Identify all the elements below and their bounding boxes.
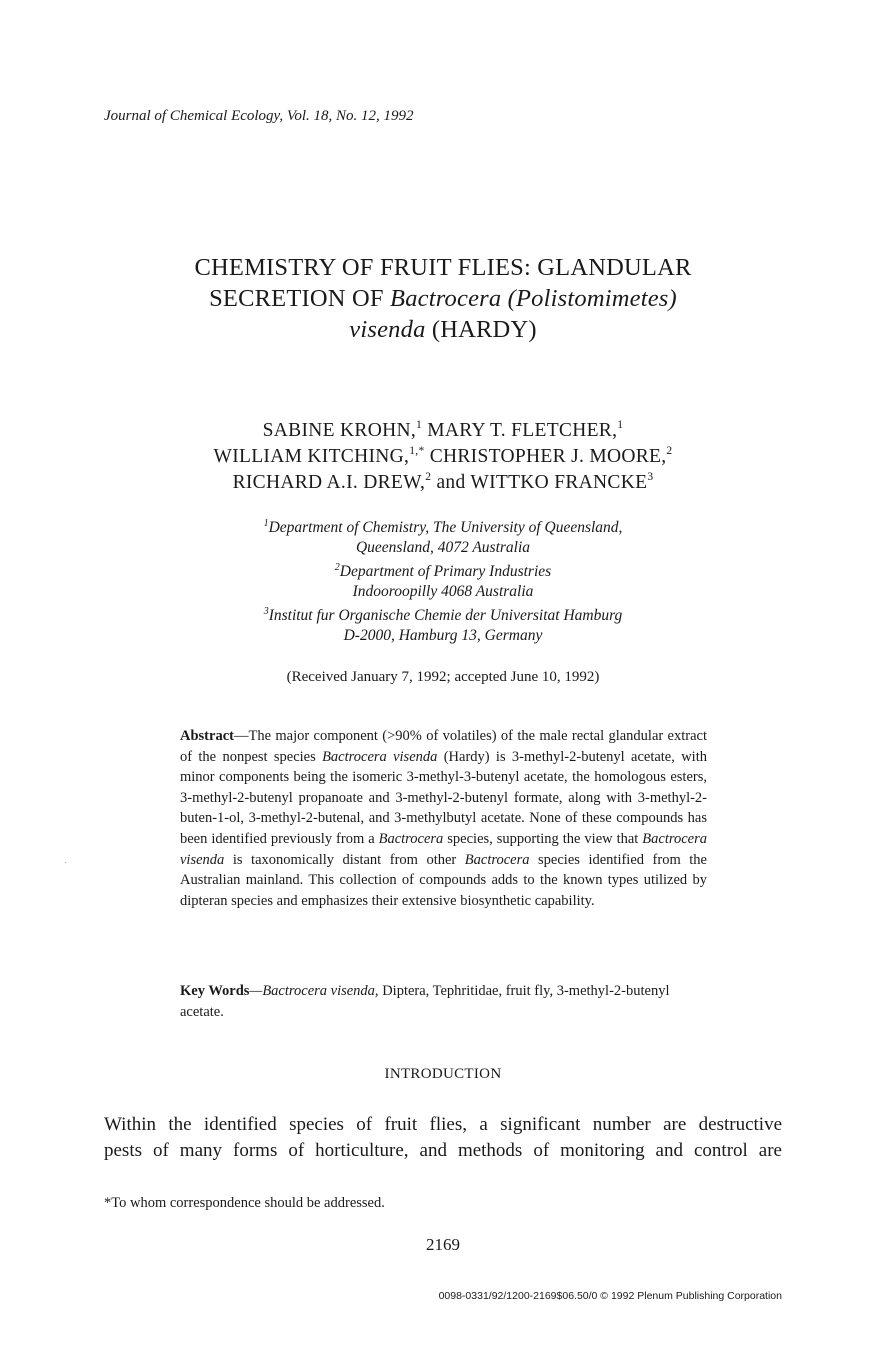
affiliation-2-text-1: Department of Primary Industries (339, 563, 552, 580)
author-drew: RICHARD A.I. DREW, (232, 472, 426, 493)
author-fletcher: MARY T. FLETCHER, (422, 420, 618, 441)
author-kitching: WILLIAM KITCHING, (213, 446, 410, 467)
author-kitching-affil: 1,* (409, 444, 425, 457)
abstract-genus-2: Bactrocera (464, 851, 530, 868)
abstract-species-1: Bactrocera visenda (322, 748, 438, 765)
affiliation-2 (0, 562, 886, 602)
author-krohn-affil: 1 (416, 418, 423, 431)
author-conjunction: and (431, 472, 471, 493)
affiliation-3-marker: 3 (263, 605, 269, 617)
affiliation-1-text-1: Department of Chemistry, The University of Queensland, (268, 519, 623, 536)
author-krohn: SABINE KROHN, (262, 420, 417, 441)
author-line-2 (0, 444, 886, 470)
page-number: 2169 (426, 1235, 460, 1254)
affiliation-3-line-2: D-2000, Hamburg 13, Germany (343, 627, 543, 644)
abstract-species-2: Bactrocera visenda (180, 830, 707, 868)
affiliations (0, 518, 886, 650)
received-dates: (Received January 7, 1992; accepted June 10, 1992) (286, 669, 600, 685)
author-fletcher-affil: 1 (617, 418, 624, 431)
author-line-3 (0, 470, 886, 496)
affiliation-1-line-1 (0, 518, 886, 538)
abstract-text-4: is taxonomically distant from other (224, 851, 465, 868)
introduction-line-2: pests of many forms of horticulture, and methods of monitoring and control are (104, 1140, 782, 1161)
abstract-genus-1: Bactrocera (378, 830, 444, 847)
title-line-2-species: Bactrocera (Polistomimetes) (390, 285, 677, 312)
introduction-heading: INTRODUCTION (384, 1066, 502, 1082)
abstract-text-2: (Hardy) is 3-methyl-2-butenyl acetate, with minor components being the isomeric 3-methyl-3-butenyl acetate, the homologous esters, 3-methyl-2-butenyl propanoate and 3-methyl-2-butenyl formate, along with 3-methyl-2-buten-1-ol, 3-methyl-2-butenal, and 3-methylbutyl acetate. None of these compounds has been identified previously from a (180, 748, 707, 847)
affiliation-3-text-1: Institut fur Organische Chemie der Universitat Hamburg (268, 607, 623, 624)
author-drew-affil: 2 (425, 470, 432, 483)
key-words-dash: — (249, 983, 263, 999)
abstract-text-3: species, supporting the view that (443, 830, 643, 847)
article-title (0, 252, 886, 345)
affiliation-1 (0, 518, 886, 558)
author-list (0, 418, 886, 496)
author-moore: CHRISTOPHER J. MOORE, (424, 446, 667, 467)
title-line-1: CHEMISTRY OF FRUIT FLIES: GLANDULAR (194, 254, 692, 281)
author-line-1 (0, 418, 886, 444)
author-francke-affil: 3 (647, 470, 654, 483)
affiliation-2-line-2: Indooroopilly 4068 Australia (352, 583, 534, 600)
key-words-species: Bactrocera visenda, (262, 983, 379, 999)
affiliation-3-line-1 (0, 606, 886, 626)
introduction-line-1: Within the identified species of fruit flies, a significant number are destructive (104, 1114, 782, 1135)
key-words (180, 981, 707, 1022)
affiliation-2-line-1 (0, 562, 886, 582)
correspondence-footnote: *To whom correspondence should be addressed. (104, 1195, 385, 1211)
title-line-2 (0, 283, 886, 314)
abstract-text-5: species identified from the Australian mainland. This collection of compounds adds to the known types utilized by dipteran species and emphasizes their extensive biosynthetic capability. (180, 851, 707, 909)
author-moore-affil: 2 (666, 444, 673, 457)
author-francke: WITTKO FRANCKE (470, 472, 648, 493)
affiliation-1-marker: 1 (263, 517, 269, 529)
copyright-line: 0098-0331/92/1200-2169$06.50/0 © 1992 Plenum Publishing Corporation (438, 1290, 782, 1302)
key-words-label: Key Words (180, 983, 250, 999)
affiliation-3 (0, 606, 886, 646)
title-line-3 (0, 314, 886, 345)
title-line-3-species: visenda (349, 316, 426, 343)
abstract (180, 726, 707, 911)
abstract-text-1: —The major component (>90% of volatiles) of the male rectal glandular extract of the nonpest species (180, 728, 707, 765)
affiliation-1-line-2: Queensland, 4072 Australia (355, 539, 531, 556)
title-line-3-suffix: (HARDY) (425, 316, 537, 343)
journal-citation: Journal of Chemical Ecology, Vol. 18, No. 12, 1992 (104, 108, 414, 124)
margin-mark: · (64, 858, 68, 869)
key-words-list: Diptera, Tephritidae, fruit fly, 3-methyl-2-butenyl acetate. (180, 983, 670, 1020)
affiliation-2-marker: 2 (334, 561, 340, 573)
introduction-text (104, 1112, 782, 1164)
title-line-2-prefix: SECRETION OF (209, 285, 391, 312)
abstract-label: Abstract (180, 728, 234, 744)
